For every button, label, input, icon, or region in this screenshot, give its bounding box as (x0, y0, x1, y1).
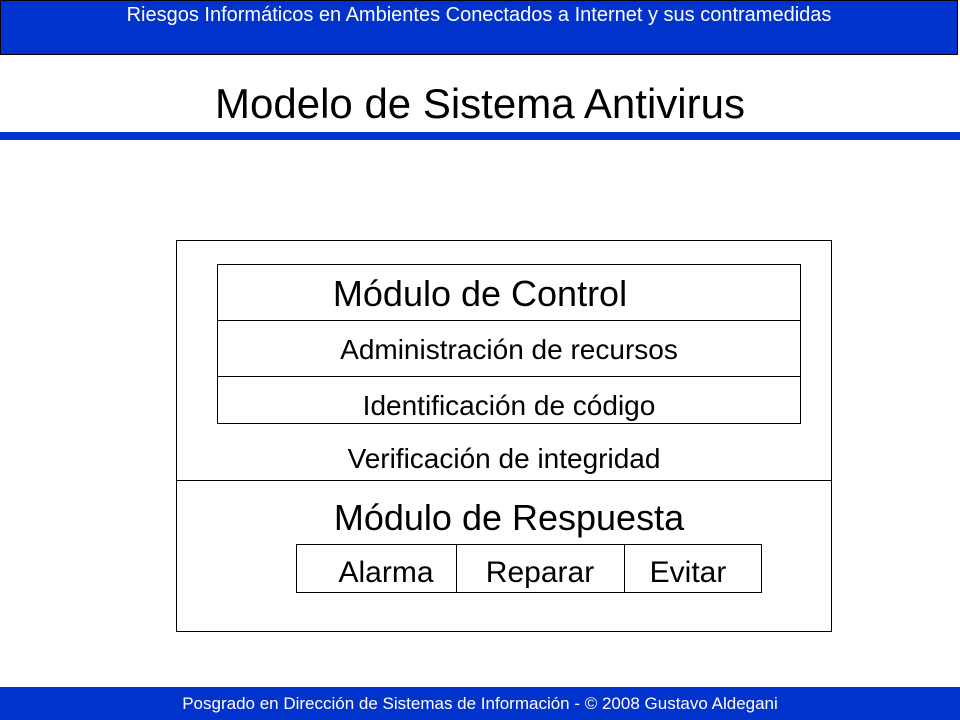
response-module-label: Módulo de Respuesta (333, 497, 685, 538)
response-prevent: Evitar (649, 556, 727, 589)
control-module-label: Módulo de Control (332, 273, 628, 314)
control-row-divider (217, 320, 801, 321)
control-row-divider (217, 376, 801, 377)
footer-banner (0, 687, 960, 720)
header-banner-text: Riesgos Informáticos en Ambientes Conectados a Internet y sus contramedidas (126, 4, 832, 26)
slide-title: Modelo de Sistema Antivirus (215, 80, 745, 127)
response-repair: Reparar (485, 556, 595, 589)
footer-text: Posgrado en Dirección de Sistemas de Información - © 2008 Gustavo Aldegani (182, 694, 778, 713)
integrity-check-label: Verificación de integridad (347, 443, 661, 474)
title-underline (0, 132, 960, 140)
layer-resource-admin: Administración de recursos (340, 334, 678, 365)
header-banner (0, 0, 958, 55)
response-alarm: Alarma (338, 556, 434, 589)
layer-code-identification: Identificación de código (362, 390, 656, 421)
module-divider (176, 480, 832, 481)
